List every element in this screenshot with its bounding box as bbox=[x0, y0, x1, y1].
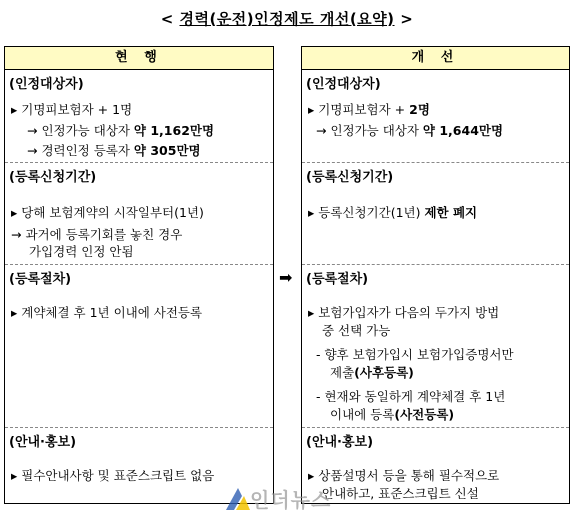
improved-section-eligible bbox=[302, 70, 569, 162]
text-line: ▸ 기명피보험자 + 2명 bbox=[308, 102, 430, 117]
improved-column bbox=[301, 46, 570, 504]
text-line: ▸ 필수안내사항 및 표준스크립트 없음 bbox=[11, 468, 215, 483]
title-main: 경력(운전)인정제도 개선(요약) bbox=[179, 10, 395, 28]
improved-header: 개 선 bbox=[302, 47, 569, 70]
right-arrow-icon: ➡ bbox=[279, 268, 293, 287]
text-line: - 현재와 동일하게 계약체결 후 1년 bbox=[316, 389, 506, 404]
section-heading: (등록절차) bbox=[9, 272, 72, 287]
text-line: 안내하고, 표준스크립트 신설 bbox=[322, 486, 479, 501]
text-line: ▸ 등록신청기간(1년) 제한 폐지 bbox=[308, 205, 478, 220]
text-line: ▸ 기명피보험자 + 1명 bbox=[11, 102, 133, 117]
current-section-procedure bbox=[5, 264, 273, 427]
text-line: 중 선택 가능 bbox=[322, 323, 391, 338]
text-line: ▸ 계약체결 후 1년 이내에 사전등록 bbox=[11, 305, 203, 320]
title-close: > bbox=[394, 10, 414, 28]
section-heading: (등록신청기간) bbox=[9, 170, 97, 185]
current-section-period bbox=[5, 162, 273, 264]
text-line: 가입경력 인정 안됨 bbox=[29, 244, 134, 259]
text-line: ▸ 당해 보험계약의 시작일부터(1년) bbox=[11, 205, 204, 220]
section-heading: (등록신청기간) bbox=[306, 170, 394, 185]
current-section-eligible bbox=[5, 70, 273, 162]
section-heading: (등록절차) bbox=[306, 272, 369, 287]
improved-section-period bbox=[302, 162, 569, 264]
improved-section-procedure bbox=[302, 264, 569, 427]
text-line: → 인정가능 대상자 약 1,162만명 bbox=[27, 123, 215, 138]
title-open: < bbox=[160, 10, 180, 28]
text-line: → 경력인정 등록자 약 305만명 bbox=[27, 143, 201, 158]
text-line: → 인정가능 대상자 약 1,644만명 bbox=[316, 123, 504, 138]
text-line: → 과거에 등록기회를 놓친 경우 bbox=[11, 227, 183, 242]
text-line: 이내에 등록(사전등록) bbox=[330, 407, 455, 422]
watermark-text: 인더뉴스 bbox=[250, 488, 332, 512]
text-line: ▸ 보험가입자가 다음의 두가지 방법 bbox=[308, 305, 500, 320]
page-title bbox=[0, 8, 574, 29]
section-heading: (인정대상자) bbox=[306, 77, 381, 92]
text-line: - 향후 보험가입시 보험가입증명서만 bbox=[316, 347, 514, 362]
section-heading: (인정대상자) bbox=[9, 77, 84, 92]
text-line: 제출(사후등록) bbox=[330, 365, 414, 380]
section-heading: (안내·홍보) bbox=[306, 435, 374, 450]
current-column bbox=[4, 46, 274, 504]
section-heading: (안내·홍보) bbox=[9, 435, 77, 450]
text-line: ▸ 상품설명서 등을 통해 필수적으로 bbox=[308, 468, 500, 483]
current-header: 현 행 bbox=[5, 47, 273, 70]
